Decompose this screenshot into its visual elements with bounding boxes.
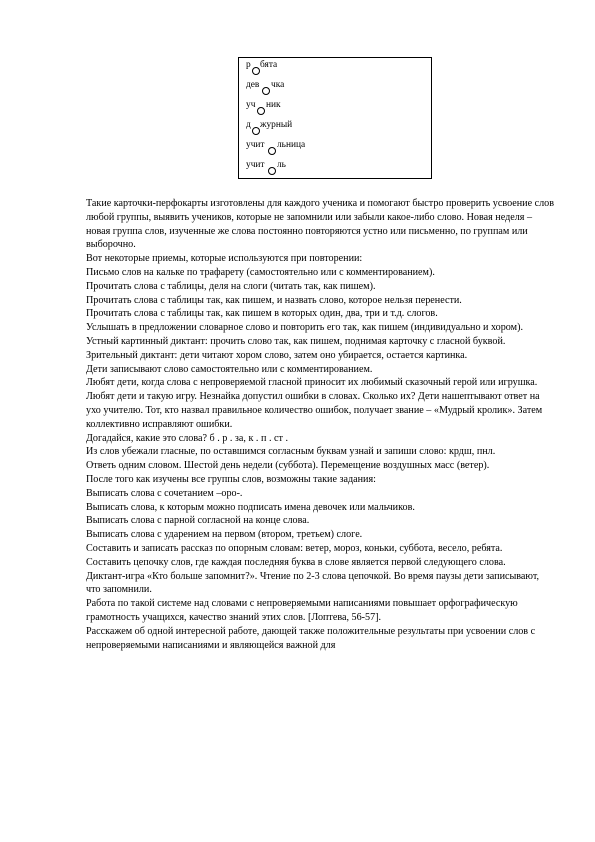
card-row-after: бята [260, 60, 278, 70]
body-text [86, 197, 556, 652]
perfocard [238, 57, 432, 179]
paragraph: Любят дети, когда слова с непроверяемой гласной приносит их любимый сказочный герой или игрушка. [86, 377, 538, 389]
hole-icon [252, 127, 260, 135]
hole-icon [268, 167, 276, 175]
paragraph: Ответь одним словом. Шестой день недели (суббота). Перемещение воздушных масс (ветер). [86, 460, 490, 472]
card-row-after: ль [277, 160, 286, 170]
hole-icon [268, 147, 276, 155]
paragraph: Выписать слова, к которым можно подписать имена девочек или мальчиков. [86, 501, 415, 513]
paragraph: Догадайся, какие это слова? б . р . за, к . п . ст . [86, 432, 288, 444]
card-row-before: учит [246, 140, 265, 150]
card-row-after: льница [277, 140, 306, 150]
card-row-before: уч [246, 100, 256, 110]
paragraph: После того как изучены все группы слов, возможны такие задания: [86, 473, 376, 485]
paragraph: Письмо слов на кальке по трафарету (самостоятельно или с комментированием). [86, 266, 435, 278]
hole-icon [262, 87, 270, 95]
card-row-before: р [246, 60, 251, 70]
card-row-after: чка [271, 80, 285, 90]
paragraph: Выписать слова с парной согласной на конце слова. [86, 515, 310, 527]
card-row-before: д [246, 120, 251, 130]
paragraph: Составить и записать рассказ по опорным словам: ветер, мороз, коньки, суббота, весело, ребята. [86, 542, 503, 554]
paragraph: Расскажем об одной интересной работе, дающей также положительные результаты при усвоении слов с непроверяемыми написаниями и являющейся важной для [86, 625, 536, 651]
hole-icon [257, 107, 265, 115]
card-row-before: учит [246, 160, 265, 170]
paragraph: Выписать слова с ударением на первом (втором, третьем) слоге. [86, 529, 363, 541]
card-row-after: журный [260, 120, 293, 130]
paragraph: Прочитать слова с таблицы так, как пишем, и назвать слово, которое нельзя перенести. [86, 294, 462, 306]
card-row-after: ник [266, 100, 281, 110]
hole-icon [252, 67, 260, 75]
paragraph: Прочитать слова с таблицы так, как пишем в которых один, два, три и т.д. слогов. [86, 308, 438, 320]
paragraph: Зрительный диктант: дети читают хором слово, затем оно убирается, остается картинка. [86, 349, 468, 361]
paragraph: Прочитать слова с таблицы, деля на слоги (читать так, как пишем). [86, 280, 376, 292]
paragraph: Дети записывают слово самостоятельно или с комментированием. [86, 363, 373, 375]
paragraph: Работа по такой системе над словами с непроверяемыми написаниями повышает орфографическую грамотность учащихся, качество знаний этих слов. [Лоптева, 56-57]. [86, 598, 518, 623]
paragraph: Такие карточки-перфокарты изготовлены для каждого ученика и помогают быстро проверить усвоение слов любой группы, выявить учеников, которые не запомнили или забыли какое-либо слово. Новая неделя – новая группа слов, изученные же слова постоянно повторяются устно или письменно, по группам или выборочно. [86, 198, 555, 251]
paragraph: Выписать слова с сочетанием –оро-. [86, 487, 243, 499]
paragraph: Составить цепочку слов, где каждая последняя буква в слове является первой следующего слова. [86, 556, 506, 568]
paragraph: Услышать в предложении словарное слово и повторить его так, как пишем (индивидуально и хором). [86, 322, 523, 334]
paragraph: Из слов убежали гласные, по оставшимся согласным буквам узнай и запиши слово: крдш, пнл. [86, 446, 496, 458]
paragraph: Вот некоторые приемы, которые используются при повторении: [86, 253, 363, 265]
card-row-before: дев [246, 80, 260, 90]
paragraph: Устный картинный диктант: прочить слово так, как пишем, поднимая карточку с гласной буквой. [86, 335, 506, 347]
paragraph: Диктант-игра «Кто больше запомнит?». Чтение по 2-3 слова цепочкой. Во время паузы дети записывают, что запомнили. [86, 570, 540, 596]
paragraph: Любят дети и такую игру. Незнайка допустил ошибки в словах. Сколько их? Дети нашептывают ответ на ухо учителю. Тот, кто назвал правильное количество ошибок, получает звание – «Мудрый кролик». Затем коллективно исправляют ошибки. [86, 391, 543, 430]
